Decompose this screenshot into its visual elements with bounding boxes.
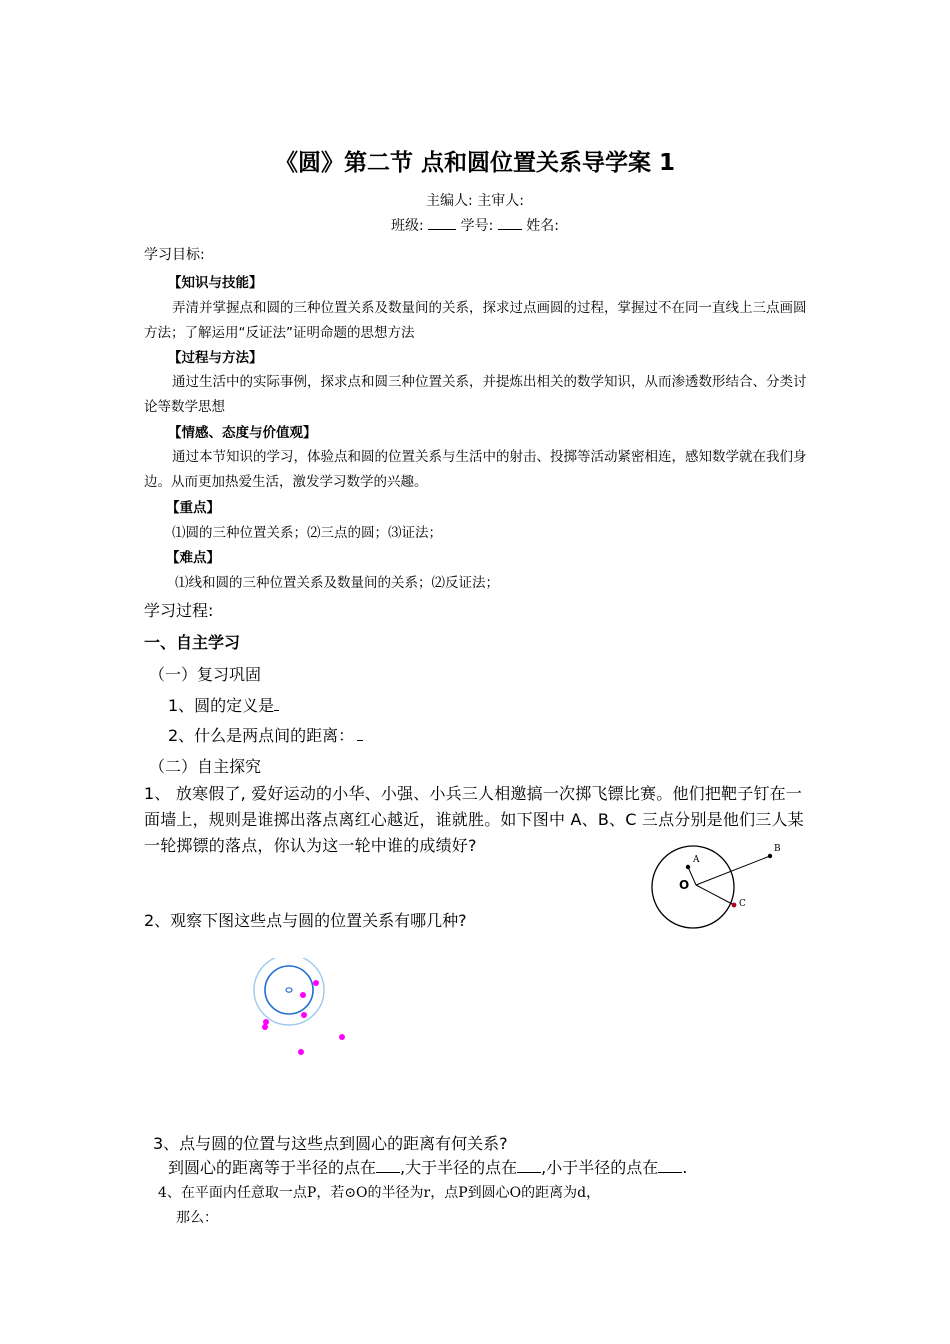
section-self-study: 一、自主学习 — [144, 633, 241, 652]
center-o-mark — [286, 988, 292, 992]
explore-q1: 1、 放寒假了, 爱好运动的小华、小强、小兵三人相邀搞一次掷飞镖比赛。他们把靶子钉在一面墙上，规则是谁掷出落点离红心越近，谁就胜。如下图中 A、B、C 三点分别是他们三人某一轮掷镖的落点，你认为这一轮中谁的成绩好? — [144, 784, 804, 855]
point-on-outer — [313, 980, 319, 986]
q3-part4: . — [682, 1158, 688, 1177]
q3-blank-equal[interactable] — [376, 1158, 400, 1173]
q3-part3: ,小于半径的点在 — [541, 1158, 659, 1177]
point-outside-5 — [298, 1049, 304, 1055]
student-info-line — [0, 215, 950, 235]
review-q2-text: 2、什么是两点间的距离： — [168, 726, 355, 745]
label-o: O — [679, 878, 690, 892]
dartboard-figure — [648, 838, 798, 934]
review-q1-text: 1、圆的定义是 — [168, 696, 275, 715]
point-outside-4 — [339, 1034, 345, 1040]
q3-blank-less[interactable] — [658, 1158, 682, 1173]
id-label: 学号: — [460, 218, 494, 234]
emotion-text: 通过本节知识的学习，体验点和圆的位置关系与生活中的射击、投掷等活动紧密相连，感知数学就在我们身边。从而更加热爱生活，激发学习数学的兴趣。 — [144, 449, 807, 490]
point-a — [686, 865, 690, 869]
review-q2 — [168, 723, 363, 746]
explore-heading: （二）自主探究 — [149, 757, 262, 776]
difficult-points-heading: 【难点】 — [166, 550, 220, 566]
page-title: 《圆》第二节 点和圆位置关系导学案 1 — [274, 150, 676, 176]
main-circle — [265, 966, 313, 1014]
key-points-heading: 【重点】 — [166, 500, 220, 516]
difficult-points-text: ⑴线和圆的三种位置关系及数量间的关系；⑵反证法； — [175, 575, 499, 591]
explore-q2: 2、观察下图这些点与圆的位置关系有哪几种? — [144, 911, 467, 930]
label-b: B — [774, 844, 781, 854]
knowledge-heading: 【知识与技能】 — [168, 275, 263, 291]
point-outside-2 — [263, 1019, 269, 1025]
class-blank[interactable] — [428, 215, 456, 230]
point-outside-3 — [262, 1024, 268, 1030]
name-label: 姓名: — [526, 218, 559, 234]
q3-blank-greater[interactable] — [517, 1158, 541, 1173]
goals-label: 学习目标: — [144, 247, 205, 263]
point-c — [732, 903, 737, 908]
process-label: 学习过程: — [144, 601, 214, 620]
q3-part2: ,大于半径的点在 — [400, 1158, 518, 1177]
explore-q3: 3、点与圆的位置与这些点到圆心的距离有何关系? — [153, 1134, 508, 1153]
line-oc — [696, 885, 734, 905]
id-blank[interactable] — [498, 215, 522, 230]
emotion-heading: 【情感、态度与价值观】 — [168, 425, 317, 441]
label-a: A — [693, 855, 700, 865]
knowledge-text: 弄清并掌握点和圆的三种位置关系及数量间的关系，探求过点画圆的过程，掌握过不在同一直线上三点画圆方法；了解运用“反证法”证明命题的思想方法 — [144, 300, 807, 341]
key-points-text: ⑴圆的三种位置关系；⑵三点的圆；⑶证法； — [172, 525, 442, 541]
point-position-figure — [240, 958, 360, 1062]
q3-part1: 到圆心的距离等于半径的点在 — [168, 1158, 377, 1177]
explore-q3-answer — [168, 1155, 687, 1178]
point-outside-1 — [301, 1012, 307, 1018]
review-q1-blank[interactable] — [274, 696, 279, 711]
process-heading: 【过程与方法】 — [168, 350, 263, 366]
editors-line: 主编人: 主审人: — [426, 193, 524, 209]
explore-q4-cont: 那么： — [176, 1210, 218, 1226]
point-inside — [300, 992, 306, 998]
process-text: 通过生活中的实际事例，探求点和圆三种位置关系，并提炼出相关的数学知识，从而渗透数形结合、分类讨论等数学思想 — [144, 374, 807, 415]
label-c: C — [739, 899, 746, 909]
point-b — [768, 854, 772, 858]
review-q1 — [168, 693, 279, 716]
review-q2-blank[interactable] — [357, 726, 363, 741]
class-label: 班级: — [391, 218, 424, 234]
review-heading: （一）复习巩固 — [149, 665, 262, 684]
explore-q4: 4、在平面内任意取一点P，若⊙O的半径为r，点P到圆心O的距离为d， — [158, 1185, 601, 1201]
